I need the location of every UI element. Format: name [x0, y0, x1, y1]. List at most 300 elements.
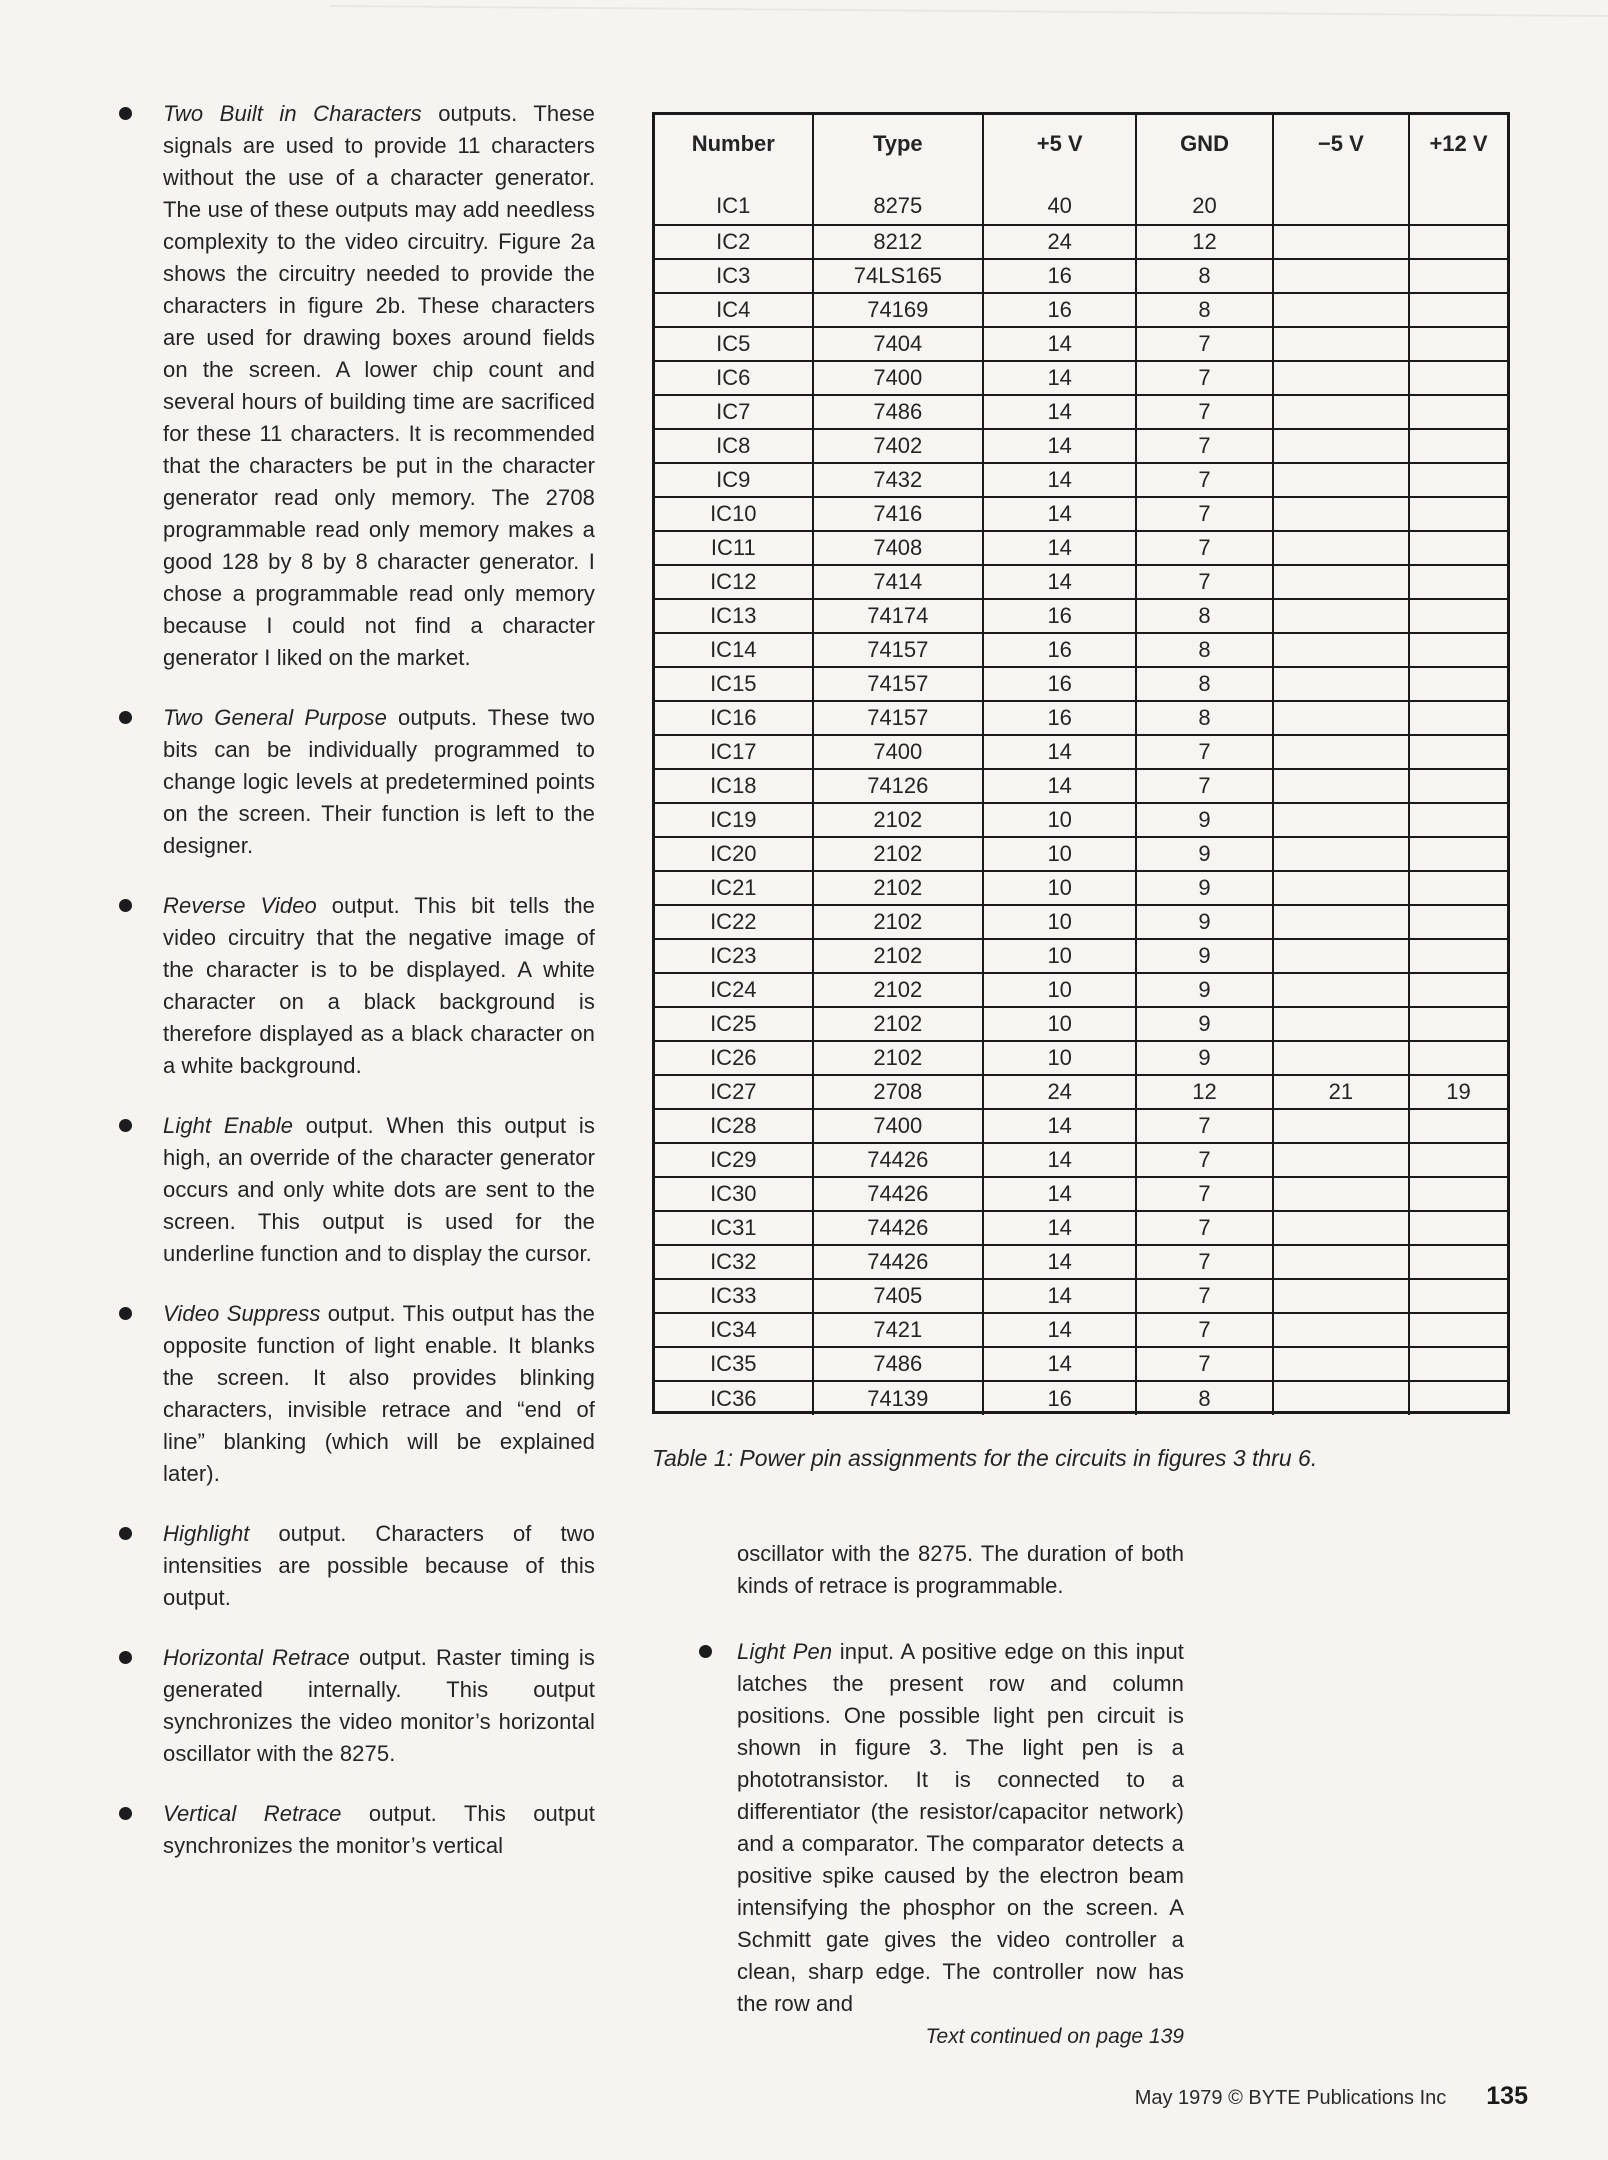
table-cell: IC21 [655, 871, 813, 905]
table-cell: 14 [983, 361, 1136, 395]
table-cell: 7 [1136, 1109, 1272, 1143]
right-column [737, 1538, 1184, 2052]
table-cell: 16 [983, 701, 1136, 735]
table-cell: 74126 [813, 769, 983, 803]
table-cell: IC22 [655, 905, 813, 939]
table-row [655, 1143, 1507, 1177]
table-row [655, 429, 1507, 463]
table-cell: IC2 [655, 225, 813, 259]
table-cell: 14 [983, 1245, 1136, 1279]
table-cell: 74157 [813, 633, 983, 667]
table-cell: IC23 [655, 939, 813, 973]
table-cell: IC29 [655, 1143, 813, 1177]
table-cell: 74174 [813, 599, 983, 633]
bullet-body: output. Characters of two intensities are possible because of this output. [163, 1521, 595, 1610]
table-cell [1273, 463, 1409, 497]
bullet-icon [119, 1807, 132, 1820]
table-cell: IC32 [655, 1245, 813, 1279]
table-row [655, 633, 1507, 667]
table-cell: 7 [1136, 1313, 1272, 1347]
table-cell [1409, 735, 1507, 769]
table-cell: 14 [983, 531, 1136, 565]
table-cell [1273, 1041, 1409, 1075]
table-row [655, 735, 1507, 769]
table-cell: 14 [983, 1211, 1136, 1245]
table-cell [1273, 1347, 1409, 1381]
bullet-lead: Two Built in Characters [163, 101, 422, 126]
table-cell: 14 [983, 327, 1136, 361]
bullet-lead: Video Suppress [163, 1301, 321, 1326]
table-row [655, 701, 1507, 735]
table-cell: 24 [983, 225, 1136, 259]
table-cell: 7416 [813, 497, 983, 531]
left-column [117, 98, 595, 1890]
table-cell [1409, 803, 1507, 837]
table-cell [1273, 769, 1409, 803]
table-row [655, 1075, 1507, 1109]
table-cell: IC7 [655, 395, 813, 429]
table-cell: 40 [983, 187, 1136, 225]
table-cell [1273, 905, 1409, 939]
table-cell: 21 [1273, 1075, 1409, 1109]
table-cell: 10 [983, 837, 1136, 871]
table-cell: 7 [1136, 327, 1272, 361]
bullet-icon [119, 107, 132, 120]
table-cell [1409, 463, 1507, 497]
table-cell [1409, 327, 1507, 361]
table-cell: 8275 [813, 187, 983, 225]
table-cell: 9 [1136, 939, 1272, 973]
table-cell: 10 [983, 871, 1136, 905]
table-cell: 74169 [813, 293, 983, 327]
table-cell: IC13 [655, 599, 813, 633]
table-cell: 7 [1136, 565, 1272, 599]
table-cell: 2708 [813, 1075, 983, 1109]
table-cell: 7402 [813, 429, 983, 463]
table-cell [1273, 701, 1409, 735]
table-cell: 7400 [813, 735, 983, 769]
table-cell [1409, 1381, 1507, 1415]
table-cell: 7432 [813, 463, 983, 497]
table-cell: 16 [983, 667, 1136, 701]
column-header-plus5v: +5 V [983, 115, 1136, 187]
bullet-body: input. A positive edge on this input latches the present row and column positions. One possible light pen circuit is shown in figure 3. The light pen is a phototransistor. It is connected to a differentiator (the resistor/capacitor network) and a comparator. The comparator detects a positive spike caused by the electron beam intensifying the phosphor on the screen. A Schmitt gate gives the video controller a clean, sharp edge. The controller now has the row and [737, 1639, 1184, 2016]
table-cell: IC34 [655, 1313, 813, 1347]
footer-credit: May 1979 © BYTE Publications Inc [1134, 2087, 1447, 2109]
bullet-text [163, 1110, 595, 1270]
table-row [655, 361, 1507, 395]
table-row [655, 259, 1507, 293]
table-cell [1409, 187, 1507, 225]
table-cell: 7408 [813, 531, 983, 565]
table-cell [1409, 429, 1507, 463]
table-cell: 8 [1136, 667, 1272, 701]
table-cell: 14 [983, 1347, 1136, 1381]
column-header-gnd: GND [1136, 115, 1272, 187]
bullet-lead: Reverse Video [163, 893, 317, 918]
table-row [655, 225, 1507, 259]
bullet-body: output. This output has the opposite function of light enable. It blanks the screen. It also provides blinking characters, invisible retrace and “end of line” blanking (which will be explained later). [163, 1301, 595, 1486]
bullet-text [737, 1636, 1184, 2020]
table-cell: IC9 [655, 463, 813, 497]
table-cell [1273, 497, 1409, 531]
table-row [655, 1347, 1507, 1381]
table-cell: 10 [983, 803, 1136, 837]
table-cell: 7 [1136, 1245, 1272, 1279]
table-cell: 7 [1136, 1143, 1272, 1177]
table-cell: 7 [1136, 463, 1272, 497]
table-cell: 7486 [813, 395, 983, 429]
table-cell: 74426 [813, 1211, 983, 1245]
bullet-lead: Light Pen [737, 1639, 833, 1664]
table-row [655, 667, 1507, 701]
table-row [655, 187, 1507, 225]
table-cell [1409, 1211, 1507, 1245]
table-row [655, 803, 1507, 837]
column-header-minus5v: −5 V [1273, 115, 1409, 187]
table-cell: 9 [1136, 803, 1272, 837]
table-cell: IC17 [655, 735, 813, 769]
table-cell [1273, 1007, 1409, 1041]
table-cell: IC27 [655, 1075, 813, 1109]
table-row [655, 837, 1507, 871]
bullet-body: output. This output synchronizes the monitor’s vertical [163, 1801, 595, 1858]
bullet-icon [119, 1527, 132, 1540]
bullet-item [117, 1798, 595, 1862]
table-cell: 14 [983, 497, 1136, 531]
table-cell: 7 [1136, 429, 1272, 463]
table-cell [1273, 361, 1409, 395]
page-footer [1135, 2082, 1528, 2111]
table-row [655, 395, 1507, 429]
table-row [655, 1041, 1507, 1075]
table-cell [1273, 259, 1409, 293]
table-cell: 7404 [813, 327, 983, 361]
table-cell: 9 [1136, 905, 1272, 939]
table-cell: IC19 [655, 803, 813, 837]
table-cell [1409, 497, 1507, 531]
bullet-text [163, 702, 595, 862]
table-cell: 14 [983, 1177, 1136, 1211]
table-cell: IC31 [655, 1211, 813, 1245]
table-cell [1409, 633, 1507, 667]
table-cell: 7 [1136, 395, 1272, 429]
bullet-item [117, 1110, 595, 1270]
table-cell [1409, 905, 1507, 939]
table-cell [1273, 1177, 1409, 1211]
bullet-lead: Highlight [163, 1521, 250, 1546]
table-cell [1273, 565, 1409, 599]
table-row [655, 939, 1507, 973]
table-cell: 7400 [813, 1109, 983, 1143]
column-header-number: Number [691, 131, 775, 156]
table-cell [1409, 1279, 1507, 1313]
table-cell: 14 [983, 1279, 1136, 1313]
table-cell [1409, 531, 1507, 565]
table-cell: 10 [983, 939, 1136, 973]
table-cell: IC14 [655, 633, 813, 667]
table-cell: 7 [1136, 769, 1272, 803]
table-cell: IC26 [655, 1041, 813, 1075]
table-cell: 74139 [813, 1381, 983, 1415]
continuation-note: Text continued on page 139 [925, 2025, 1184, 2048]
table-cell: IC20 [655, 837, 813, 871]
table-row [655, 599, 1507, 633]
table-cell: IC3 [655, 259, 813, 293]
table-cell: IC25 [655, 1007, 813, 1041]
table-cell: 16 [983, 1381, 1136, 1415]
table-cell: 7400 [813, 361, 983, 395]
table-cell: IC12 [655, 565, 813, 599]
table-row [655, 463, 1507, 497]
table-cell [1409, 837, 1507, 871]
table-cell: 74426 [813, 1177, 983, 1211]
table-cell [1409, 361, 1507, 395]
table-cell [1273, 1109, 1409, 1143]
table-cell [1273, 1211, 1409, 1245]
table-cell: IC15 [655, 667, 813, 701]
bullet-icon [119, 899, 132, 912]
table-cell [1409, 395, 1507, 429]
table-cell [1273, 225, 1409, 259]
table-cell: 9 [1136, 837, 1272, 871]
bullet-item [117, 1642, 595, 1770]
table-cell [1273, 1381, 1409, 1415]
table-cell: 9 [1136, 973, 1272, 1007]
table-cell: 7 [1136, 735, 1272, 769]
table-cell [1273, 939, 1409, 973]
bullet-body: outputs. These two bits can be individually programmed to change logic levels at predetermined points on the screen. Their function is left to the designer. [163, 705, 596, 858]
table-cell: 7486 [813, 1347, 983, 1381]
bullet-text [163, 98, 595, 674]
table-cell: 7 [1136, 361, 1272, 395]
table-cell: IC5 [655, 327, 813, 361]
table-cell: 12 [1136, 1075, 1272, 1109]
table-row [655, 871, 1507, 905]
bullet-body: output. When this output is high, an override of the character generator occurs and only white dots are sent to the screen. This output is used for the underline function and to display the cursor. [163, 1113, 595, 1266]
table-cell: 2102 [813, 803, 983, 837]
table-cell [1273, 395, 1409, 429]
bullet-lead: Light Enable [163, 1113, 294, 1138]
table-cell: 7414 [813, 565, 983, 599]
table-row [655, 1313, 1507, 1347]
table-cell: 7 [1136, 1279, 1272, 1313]
bullet-item [117, 1518, 595, 1614]
bullet-lead: Two General Purpose [163, 705, 387, 730]
table-cell: 2102 [813, 905, 983, 939]
table-row [655, 905, 1507, 939]
table-cell: 7421 [813, 1313, 983, 1347]
table-cell: IC10 [655, 497, 813, 531]
table-cell: 2102 [813, 837, 983, 871]
bullet-icon [699, 1645, 712, 1658]
table-cell [1409, 667, 1507, 701]
table-cell [1409, 599, 1507, 633]
table-cell [1273, 187, 1409, 225]
table-cell [1409, 1041, 1507, 1075]
table-row [655, 293, 1507, 327]
table-cell: 74426 [813, 1143, 983, 1177]
bullet-text [163, 1798, 595, 1862]
bullet-text [163, 1518, 595, 1614]
table-cell [1273, 293, 1409, 327]
table-cell: 10 [983, 973, 1136, 1007]
table-cell: IC36 [655, 1381, 813, 1415]
table-cell: 7 [1136, 531, 1272, 565]
table-cell [1409, 1177, 1507, 1211]
table-row [655, 327, 1507, 361]
table-cell: 8 [1136, 1381, 1272, 1415]
table-cell: 14 [983, 1109, 1136, 1143]
table-cell [1409, 973, 1507, 1007]
bullet-text [163, 1298, 595, 1490]
bullet-lead: Horizontal Retrace [163, 1645, 350, 1670]
table-cell [1409, 293, 1507, 327]
table-row [655, 565, 1507, 599]
table-cell: IC6 [655, 361, 813, 395]
table-cell: 20 [1136, 187, 1272, 225]
table-cell [1409, 701, 1507, 735]
table-cell [1273, 531, 1409, 565]
table-cell [1409, 1007, 1507, 1041]
table-cell [1273, 429, 1409, 463]
table-cell [1409, 1245, 1507, 1279]
table-row [655, 531, 1507, 565]
bullet-body: output. Raster timing is generated internally. This output synchronizes the video monitor’s horizontal oscillator with the 8275. [163, 1645, 595, 1766]
table-cell: 16 [983, 599, 1136, 633]
bullet-item [117, 98, 595, 674]
table-cell: 14 [983, 463, 1136, 497]
table-cell: IC16 [655, 701, 813, 735]
table-cell: 7 [1136, 1177, 1272, 1211]
table-row [655, 1245, 1507, 1279]
table-cell [1273, 871, 1409, 905]
table-cell [1273, 599, 1409, 633]
table-cell: IC35 [655, 1347, 813, 1381]
table-cell [1273, 1143, 1409, 1177]
table-cell: 74157 [813, 701, 983, 735]
table-cell [1409, 259, 1507, 293]
table-cell: 9 [1136, 1041, 1272, 1075]
bullet-item [117, 1298, 595, 1490]
table-cell: 8 [1136, 701, 1272, 735]
table-cell: 14 [983, 429, 1136, 463]
table-cell [1273, 667, 1409, 701]
bullet-body: outputs. These signals are used to provide 11 characters without the use of a character generator. The use of these outputs may add needless complexity to the video circuitry. Figure 2a shows the circuitry needed to provide the characters in figure 2b. These characters are used for drawing boxes around fields on the screen. A lower chip count and several hours of building time are sacrificed for these 11 characters. It is recommended that the characters be put in the character generator read only memory. The 2708 programmable read only memory makes a good 128 by 8 by 8 character generator. I chose a programmable read only memory because I could not find a character generator I liked on the market. [163, 101, 595, 670]
table-cell: 14 [983, 565, 1136, 599]
table-cell [1409, 769, 1507, 803]
table-cell: 2102 [813, 973, 983, 1007]
table-cell: 14 [983, 1143, 1136, 1177]
table-cell [1273, 803, 1409, 837]
table-cell: 9 [1136, 1007, 1272, 1041]
table-cell: 10 [983, 1007, 1136, 1041]
table-cell: 9 [1136, 871, 1272, 905]
table-cell: 7405 [813, 1279, 983, 1313]
table-cell: 8 [1136, 633, 1272, 667]
table-cell: 7 [1136, 1347, 1272, 1381]
table-header-row [655, 115, 1507, 187]
table-row [655, 1211, 1507, 1245]
table-cell [1273, 735, 1409, 769]
table-cell: 10 [983, 905, 1136, 939]
table-cell: IC18 [655, 769, 813, 803]
table-cell [1273, 327, 1409, 361]
scan-page-edge [330, 5, 1608, 17]
table-cell [1409, 225, 1507, 259]
table-cell: 74426 [813, 1245, 983, 1279]
table-cell: 24 [983, 1075, 1136, 1109]
power-pin-table [652, 112, 1510, 1414]
table-row [655, 769, 1507, 803]
table-body [655, 187, 1507, 1415]
table-cell [1409, 1313, 1507, 1347]
table-cell: 8 [1136, 599, 1272, 633]
table-row [655, 497, 1507, 531]
column-header-type: Type [813, 115, 983, 187]
bullet-body: output. This bit tells the video circuitry that the negative image of the character is to be displayed. A white character on a black background is therefore displayed as a black character on a white background. [163, 893, 596, 1078]
bullet-icon [119, 1307, 132, 1320]
table-cell: 2102 [813, 939, 983, 973]
column-header-plus12v: +12 V [1409, 115, 1507, 187]
bullet-lead: Vertical Retrace [163, 1801, 342, 1826]
table-cell [1409, 1347, 1507, 1381]
table-cell: 16 [983, 293, 1136, 327]
table-cell: IC24 [655, 973, 813, 1007]
table-row [655, 973, 1507, 1007]
table-cell: 10 [983, 1041, 1136, 1075]
page-number: 135 [1486, 2082, 1528, 2110]
table-cell: 12 [1136, 225, 1272, 259]
table-cell [1273, 973, 1409, 1007]
table-cell: 2102 [813, 871, 983, 905]
bullet-icon [119, 1651, 132, 1664]
table-cell: 14 [983, 769, 1136, 803]
table-cell: 19 [1409, 1075, 1507, 1109]
table-cell: 8212 [813, 225, 983, 259]
table-cell: IC30 [655, 1177, 813, 1211]
table-cell: 74157 [813, 667, 983, 701]
table-cell: 14 [983, 1313, 1136, 1347]
table-cell [1409, 939, 1507, 973]
table-cell [1273, 1245, 1409, 1279]
table-cell: IC4 [655, 293, 813, 327]
paragraph: oscillator with the 8275. The duration of both kinds of retrace is programmable. [737, 1541, 1184, 1598]
table-cell [1273, 1279, 1409, 1313]
table-cell: 2102 [813, 1041, 983, 1075]
table-row [655, 1381, 1507, 1415]
bullet-text [163, 890, 595, 1082]
table-cell [1409, 1143, 1507, 1177]
bullet-item [117, 890, 595, 1082]
table-cell: IC11 [655, 531, 813, 565]
bullet-icon [119, 1119, 132, 1132]
table-row [655, 1279, 1507, 1313]
table-cell: 7 [1136, 497, 1272, 531]
table-cell: IC33 [655, 1279, 813, 1313]
table-cell [1409, 871, 1507, 905]
table-cell: 8 [1136, 259, 1272, 293]
table-row [655, 1007, 1507, 1041]
table-cell: IC28 [655, 1109, 813, 1143]
table-cell: 7 [1136, 1211, 1272, 1245]
table-row [655, 1177, 1507, 1211]
table-cell: 8 [1136, 293, 1272, 327]
table-cell [1273, 1313, 1409, 1347]
table-cell: 74LS165 [813, 259, 983, 293]
table-caption: Table 1: Power pin assignments for the circuits in figures 3 thru 6. [652, 1445, 1318, 1471]
table-cell: 14 [983, 735, 1136, 769]
